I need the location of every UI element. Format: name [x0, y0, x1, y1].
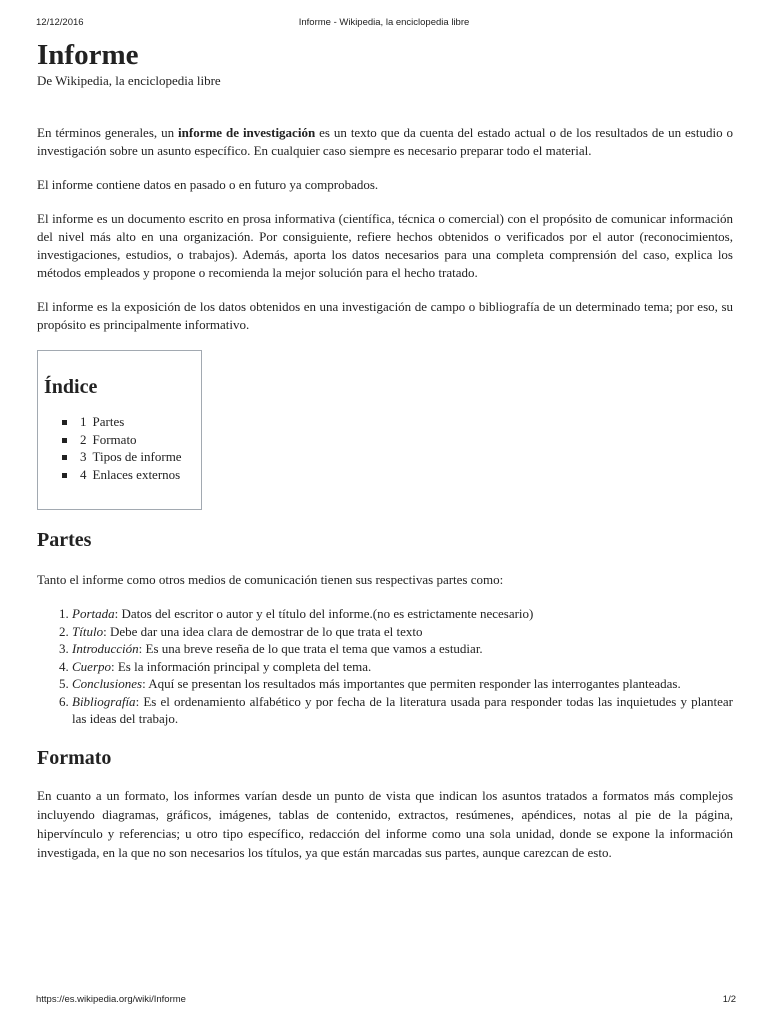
- toc-item-number: 2: [80, 431, 87, 447]
- list-item-term: Conclusiones: [72, 676, 143, 691]
- intro-paragraph: [37, 124, 733, 160]
- partes-intro: Tanto el informe como otros medios de comunicación tienen sus respectivas partes como:: [37, 572, 504, 587]
- list-item: [72, 605, 733, 623]
- list-item-text: : Es una breve reseña de lo que trata el tema que vamos a estudiar.: [138, 641, 483, 656]
- toc-list: [44, 413, 201, 483]
- list-item-term: Introducción: [72, 641, 139, 656]
- list-item-term: Portada: [72, 606, 115, 621]
- intro-text-before: En términos generales, un: [37, 125, 179, 140]
- list-item-text: : Aquí se presentan los resultados más importantes que permiten responder las interrogantes planteadas.: [142, 676, 681, 691]
- list-item-term: Título: [72, 623, 104, 639]
- toc-heading: Índice: [44, 376, 98, 398]
- intro-bold-term: informe de investigación: [178, 125, 316, 140]
- list-item: [72, 675, 733, 693]
- section-heading-partes: Partes: [37, 529, 92, 551]
- article-subtitle: De Wikipedia, la enciclopedia libre: [37, 73, 221, 88]
- list-item: [72, 623, 733, 641]
- print-date: 12/12/2016: [36, 17, 84, 28]
- toc-item-label[interactable]: Partes: [92, 414, 125, 429]
- list-item: [72, 640, 733, 658]
- list-item-text: : Es el ordenamiento alfabético y por fecha de la literatura usada para responder todas las inquietudes y plantear las ideas del trabajo.: [72, 693, 733, 726]
- list-item-term: Bibliografía: [72, 693, 136, 709]
- intro-text-after: es un texto que da cuenta del estado actual o de los resultados de un estudio o investigación sobre un asunto específico. En cualquier caso siempre es necesario preparar todo el material.: [37, 125, 734, 158]
- list-item: [72, 658, 733, 676]
- page-title: Informe: [37, 39, 139, 71]
- toc-item-enlaces[interactable]: [62, 466, 201, 484]
- print-page-title: Informe - Wikipedia, la enciclopedia libre: [298, 17, 470, 28]
- list-item-text: : Es la información principal y completa del tema.: [111, 658, 372, 674]
- toc-item-label[interactable]: Enlaces externos: [92, 466, 181, 482]
- list-item-term: Cuerpo: [72, 658, 111, 674]
- table-of-contents: [37, 350, 202, 510]
- print-page-number: 1/2: [722, 994, 736, 1005]
- article-content: [37, 38, 733, 862]
- paragraph-2: El informe contiene datos en pasado o en futuro ya comprobados.: [37, 177, 379, 192]
- toc-item-label[interactable]: Formato: [92, 431, 137, 447]
- list-item-text: : Datos del escritor o autor y el título del informe.(no es estrictamente necesario): [114, 606, 534, 621]
- partes-list: [37, 605, 733, 728]
- paragraph-4: El informe es la exposición de los datos obtenidos en una investigación de campo o bibliografía de un determinado tema; por eso, su propósito es principalmente informativo.: [37, 299, 733, 332]
- paragraph-3: El informe es un documento escrito en prosa informativa (científica, técnica o comercial) con el propósito de comunicar información del nivel más alto en una organización. Por consiguiente, refiere hechos obtenidos o verificados por el autor (reconocimientos, investigaciones, estudios, o trabajos). Además, aporta los datos necesarios para una completa comprensión del caso, explica los métodos empleados y propone o recomienda la mejor solución para el hecho tratado.: [37, 211, 733, 280]
- list-item: [72, 693, 733, 728]
- print-url: https://es.wikipedia.org/wiki/Informe: [36, 994, 186, 1005]
- toc-item-number: 3: [80, 449, 87, 464]
- list-item-text: : Debe dar una idea clara de demostrar de lo que trata el texto: [103, 623, 423, 639]
- toc-item-tipos[interactable]: [62, 448, 201, 466]
- formato-paragraph: En cuanto a un formato, los informes varían desde un punto de vista que indican los asuntos tratados a formatos más complejos incluyendo diagramas, gráficos, imágenes, tablas de contenido, extractos, resúmenes, apéndices, notas al pie de la página, hipervínculo y referencias; u otro tipo específico, redacción del informe como una sola unidad, donde se expone la información investigada, en la que no son necesarios los títulos, ya que están marcadas sus partes, aunque carezcan de esto.: [37, 787, 733, 860]
- section-heading-formato: Formato: [37, 746, 112, 769]
- toc-item-formato[interactable]: [62, 431, 201, 449]
- toc-item-number: 4: [80, 466, 87, 482]
- toc-item-number: 1: [80, 414, 87, 429]
- toc-item-label[interactable]: Tipos de informe: [92, 449, 182, 464]
- toc-item-partes[interactable]: [62, 413, 201, 431]
